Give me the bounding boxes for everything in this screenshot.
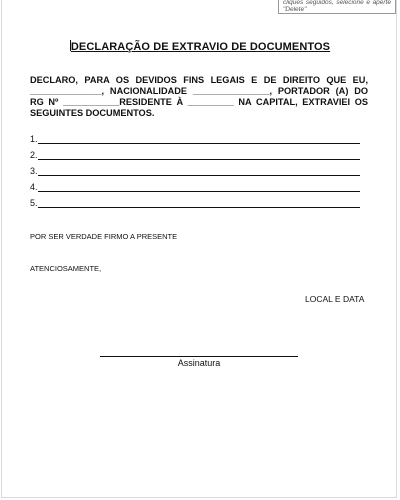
declaration-line: ______________, NACIONALIDADE _______________, PORTADOR (A) DO [30,86,368,96]
blank-line [38,159,360,160]
document-list [30,133,360,213]
list-number: 1. [30,134,38,144]
list-item[interactable] [30,165,360,181]
local-and-date: LOCAL E DATA [305,294,365,304]
instruction-note: cliques seguidos, selecione e aperte "Delete" [278,0,396,14]
declaration-paragraph[interactable] [30,75,368,119]
signature-line [100,356,298,357]
document-title[interactable] [0,40,400,53]
declaration-line: RG Nº ___________RESIDENTE À _________ NA CAPITAL, EXTRAVIEI OS [30,97,368,107]
declaration-line: DECLARO, PARA OS DEVIDOS FINS LEGAIS E DE DIREITO QUE EU, [30,75,368,85]
list-number: 2. [30,150,38,160]
regards-text: ATENCIOSAMENTE, [30,264,102,273]
blank-line [38,191,360,192]
closing-statement: POR SER VERDADE FIRMO A PRESENTE [30,232,178,241]
document-title-text: DECLARAÇÃO DE EXTRAVIO DE DOCUMENTOS [70,41,331,53]
list-item[interactable] [30,149,360,165]
list-item[interactable] [30,197,360,213]
list-item[interactable] [30,133,360,149]
declaration-line: SEGUINTES DOCUMENTOS. [30,108,155,118]
list-number: 5. [30,198,38,208]
list-item[interactable] [30,181,360,197]
blank-line [38,207,360,208]
blank-line [38,175,360,176]
list-number: 4. [30,182,38,192]
list-number: 3. [30,166,38,176]
blank-line [38,143,360,144]
signature-label: Assinatura [177,358,221,368]
